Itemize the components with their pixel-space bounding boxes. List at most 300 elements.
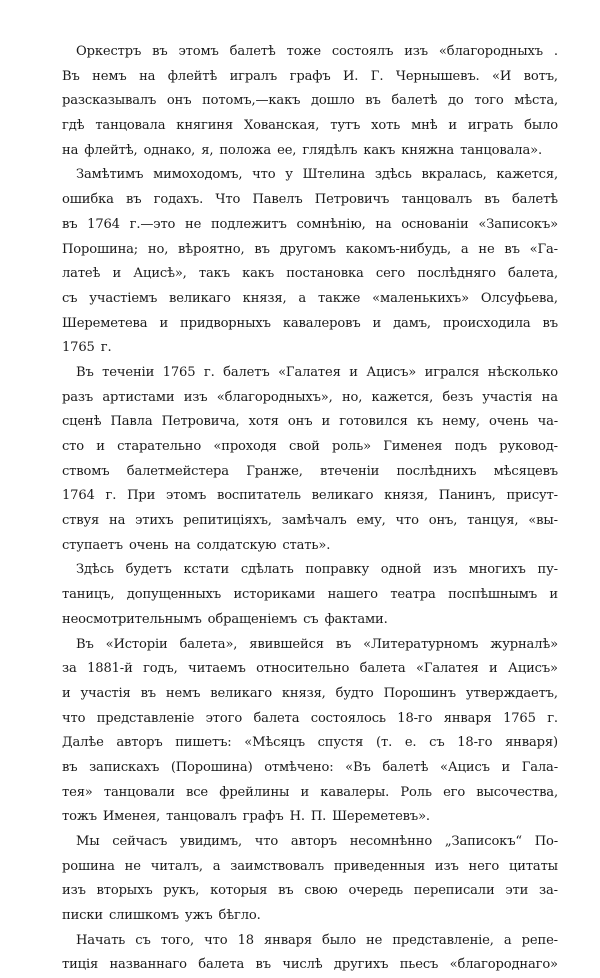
word: безъ <box>442 389 473 405</box>
word: П. <box>310 809 327 825</box>
word: мнѣ <box>411 118 438 134</box>
word: играть <box>467 118 514 134</box>
word: «Исторіи <box>105 636 168 652</box>
word: въ <box>140 685 156 701</box>
word: на <box>541 389 558 405</box>
word: такъ <box>198 266 230 282</box>
word: балетъ <box>223 364 270 380</box>
word: происходила <box>442 315 531 331</box>
word: Что <box>215 192 241 208</box>
word: изъ <box>62 883 86 899</box>
word: дошло <box>310 93 355 109</box>
word: кавалеры. <box>320 784 390 800</box>
word: съ <box>62 290 78 306</box>
word: танцовала». <box>460 142 542 158</box>
text-line <box>62 188 558 213</box>
word: съ <box>135 932 151 948</box>
word: репитиціяхъ, <box>183 513 272 529</box>
word: Именея, <box>102 809 161 825</box>
word: въ <box>335 636 352 652</box>
word: и <box>321 414 331 430</box>
word: относительно <box>256 661 350 677</box>
word: 1881-й <box>87 661 133 677</box>
word: поправку <box>305 562 370 578</box>
word: балета <box>359 661 406 677</box>
word: кавалеровъ <box>282 315 361 331</box>
word: танцуя, <box>467 513 519 529</box>
word: вѣроятно, <box>178 241 245 257</box>
word: балетѣ <box>391 93 438 109</box>
word: этого <box>205 710 243 726</box>
word: е. <box>404 735 417 751</box>
word: не <box>185 216 202 232</box>
text-line <box>62 830 558 855</box>
word: «вы- <box>528 513 558 529</box>
word: подъ <box>454 439 487 454</box>
text-line <box>62 89 558 114</box>
word: «И <box>492 68 512 84</box>
word: фрейлины <box>219 784 290 800</box>
word: вторыхъ <box>96 883 153 899</box>
word: этихъ <box>135 513 174 529</box>
word: Олсуфьева, <box>480 290 558 306</box>
word: Начать <box>76 932 126 948</box>
word: хоть <box>371 118 401 134</box>
word: балетѣ <box>382 759 429 775</box>
word: въ <box>484 192 500 208</box>
word: въ <box>255 957 271 973</box>
word: теченіи <box>102 364 155 380</box>
text-line <box>62 707 558 732</box>
word: будетъ <box>125 562 172 578</box>
word: вотъ, <box>523 68 558 84</box>
word: увидимъ, <box>179 834 242 849</box>
word: постановка <box>286 266 364 282</box>
word: Ацисъ» <box>366 364 417 380</box>
word: латеѣ <box>62 266 101 282</box>
word: очень <box>489 414 529 430</box>
word: «проходя <box>213 439 277 454</box>
document-page <box>62 40 558 978</box>
word: другихъ <box>333 957 389 973</box>
text-line <box>62 953 558 978</box>
word: «Литературномъ <box>363 636 479 652</box>
word: изъ <box>433 562 457 578</box>
word: основаніи <box>401 216 469 232</box>
word: цитаты <box>508 858 558 874</box>
word: танцовала <box>95 118 166 134</box>
word: которыя <box>210 883 268 899</box>
word: «Ацисъ <box>439 759 490 775</box>
word: роль» <box>332 439 372 454</box>
word: „Записокъ“ <box>444 834 522 849</box>
text-line <box>62 805 558 830</box>
word: нѣсколько <box>487 364 558 380</box>
word: флейтѣ, <box>84 142 138 158</box>
word: до <box>447 93 464 109</box>
word: (Порошина) <box>170 759 253 775</box>
word: разъ <box>62 389 94 405</box>
word: и <box>159 315 169 331</box>
word: слишкомъ <box>108 908 179 924</box>
word: кстати <box>183 562 230 578</box>
word: въ <box>542 315 558 331</box>
word: балета <box>198 957 245 973</box>
word: Петровичъ <box>314 192 390 208</box>
word: вкралась, <box>421 167 487 183</box>
word: 1765 <box>162 364 196 380</box>
word: а <box>460 241 469 257</box>
word: кажется, <box>496 167 558 183</box>
word: подлежитъ <box>210 216 287 232</box>
word: игралъ <box>229 68 278 84</box>
word: Чернышевъ. <box>395 68 480 84</box>
word: «благороднаго» <box>449 957 558 973</box>
word: состоялъ <box>331 44 394 59</box>
word: какъ <box>363 142 396 158</box>
word: Н. <box>289 809 305 825</box>
word: театра <box>390 587 436 603</box>
word: Павла <box>110 414 153 430</box>
word: тутъ <box>330 118 361 134</box>
word: что <box>395 513 419 529</box>
word: что <box>252 167 276 183</box>
word: Штелина <box>302 167 366 183</box>
word: воспитатель <box>216 488 301 504</box>
word: онъ <box>166 93 192 109</box>
word: того, <box>160 932 195 948</box>
word: Мы <box>76 834 100 849</box>
text-line <box>62 929 558 954</box>
text-line <box>62 65 558 90</box>
word: послѣдняго <box>417 266 496 282</box>
word: эти <box>505 883 529 899</box>
word: изъ <box>434 858 459 874</box>
word: состоялось <box>310 710 386 726</box>
word: тея» <box>62 784 93 800</box>
text-line <box>62 312 558 337</box>
text-line <box>62 484 558 509</box>
word: участіемъ <box>89 290 158 306</box>
word: тиція <box>62 957 99 973</box>
word: января) <box>505 735 558 751</box>
word: также <box>317 290 361 306</box>
word: балета, <box>508 266 558 282</box>
word: втеченіи <box>319 463 380 479</box>
word: 18-го <box>397 710 433 726</box>
word: и <box>112 266 122 282</box>
word: онъ, <box>428 513 458 529</box>
word: участія <box>482 389 533 405</box>
word: съ <box>303 611 319 627</box>
word: многихъ <box>468 562 526 578</box>
word: спустя <box>317 735 364 751</box>
word: При <box>127 488 156 504</box>
word: что <box>204 932 228 948</box>
word: По- <box>534 834 558 849</box>
word: Г. <box>370 68 384 84</box>
word: «Галатея <box>278 364 341 380</box>
word: въ <box>62 759 78 775</box>
word: представленіе, <box>392 932 494 948</box>
word: обращеніемъ <box>207 611 298 627</box>
word: готовился <box>339 414 408 430</box>
word: танцовалъ <box>401 192 473 208</box>
text-line <box>62 163 558 188</box>
word: въ <box>278 883 294 899</box>
text-line <box>62 410 558 435</box>
word: за <box>62 661 77 677</box>
word: какъ <box>242 266 275 282</box>
word: и <box>448 118 457 134</box>
word: за- <box>538 883 558 899</box>
word: онъ <box>287 414 313 430</box>
word: несомнѣнно <box>349 834 433 849</box>
word: «Галатея <box>415 661 479 677</box>
word: глядѣлъ <box>302 142 358 158</box>
word: Въ <box>76 364 94 380</box>
text-line <box>62 558 558 583</box>
word: утверждаетъ, <box>465 685 558 701</box>
word: стать». <box>282 537 331 553</box>
word: мѣсяцевъ <box>493 463 558 479</box>
word: положа <box>219 142 272 158</box>
word: княжна <box>401 142 455 158</box>
word: приведенныя <box>333 858 426 874</box>
word: Хованская, <box>243 118 320 134</box>
word: а <box>212 858 221 874</box>
word: графъ <box>289 68 331 84</box>
word: у <box>285 167 293 183</box>
word: ему, <box>356 513 386 529</box>
word: сто <box>62 439 85 454</box>
word: Панинъ, <box>438 488 496 504</box>
word: сейчасъ <box>112 834 168 849</box>
text-line <box>62 238 558 263</box>
word: высочества, <box>476 784 558 800</box>
word: сомнѣнію, <box>296 216 366 232</box>
word: великаго <box>311 488 374 504</box>
word: «маленькихъ» <box>372 290 469 306</box>
word: того <box>474 93 504 109</box>
word: историками <box>233 587 316 603</box>
word: къ <box>416 414 434 430</box>
word: но, <box>147 241 169 257</box>
word: присут- <box>506 488 558 504</box>
text-line <box>62 509 558 534</box>
word: авторъ <box>116 735 163 751</box>
word: было <box>322 932 356 948</box>
word: я, <box>201 142 214 158</box>
word: Замѣтимъ <box>76 167 144 183</box>
word: и <box>300 784 310 800</box>
word: пьесъ <box>399 957 439 973</box>
word: не <box>124 858 141 874</box>
word: было <box>524 118 558 134</box>
word: января <box>443 710 492 726</box>
text-line <box>62 633 558 658</box>
word: пу- <box>537 562 558 578</box>
word: сего <box>375 266 406 282</box>
word: князя, <box>281 685 326 701</box>
word: балетѣ <box>511 192 558 208</box>
word: на <box>62 142 79 158</box>
word: читаемъ <box>188 661 246 677</box>
word: рошина <box>62 858 115 874</box>
word: на <box>375 216 392 232</box>
word: танцовали <box>103 784 175 800</box>
word: но, <box>341 389 363 405</box>
word: и <box>372 315 382 331</box>
word: все <box>186 784 209 800</box>
word: въ <box>365 93 381 109</box>
word: артистами <box>102 389 175 405</box>
word: явившейся <box>249 636 324 652</box>
text-line <box>62 534 558 559</box>
word: не <box>478 241 495 257</box>
word: 1764 <box>87 216 120 232</box>
word: 1764 <box>62 488 95 504</box>
word: гдѣ <box>62 118 85 134</box>
word: отмѣчено: <box>264 759 334 775</box>
word: и <box>489 661 498 677</box>
word: репе- <box>521 932 558 948</box>
word: «Въ <box>345 759 371 775</box>
word: великаго <box>169 290 231 306</box>
word: въ <box>62 216 78 232</box>
word: участія <box>80 685 131 701</box>
text-line <box>62 287 558 312</box>
text-line <box>62 213 558 238</box>
word: . <box>553 44 558 59</box>
word: г. <box>100 340 112 356</box>
word: балета <box>253 710 300 726</box>
word: 1765 <box>62 340 95 356</box>
word: января <box>264 932 312 948</box>
word: допущенныхъ <box>126 587 222 603</box>
word: г. <box>203 364 215 380</box>
text-line <box>62 460 558 485</box>
text-line <box>62 904 558 929</box>
word: немъ <box>92 68 127 84</box>
word: Порошина; <box>62 241 139 257</box>
word: Порошинъ <box>383 685 456 701</box>
word: дамъ, <box>393 315 431 331</box>
word: г. <box>547 710 558 726</box>
word: однако, <box>143 142 196 158</box>
word: изъ <box>404 44 428 59</box>
text-line <box>62 435 558 460</box>
word: ужъ <box>184 908 213 924</box>
word: Здѣсь <box>76 562 114 578</box>
word: и <box>549 587 558 603</box>
word: рукъ, <box>163 883 200 899</box>
word: что <box>254 834 279 849</box>
word: Въ <box>62 68 80 84</box>
word: ступаетъ <box>62 537 123 553</box>
word: на <box>109 513 126 529</box>
word: переписали <box>413 883 495 899</box>
word: представленіе <box>96 710 195 726</box>
word: свой <box>289 439 320 454</box>
word: игрался <box>424 364 480 380</box>
word: придворныхъ <box>180 315 271 331</box>
word: въ <box>254 241 270 257</box>
word: князя, <box>242 290 287 306</box>
word: въ <box>126 192 142 208</box>
word: «благородныхъ <box>438 44 543 59</box>
text-line <box>62 756 558 781</box>
word: князя, <box>384 488 428 504</box>
word: тоже <box>286 44 321 59</box>
word: поспѣшнымъ <box>448 587 537 603</box>
word: будто <box>335 685 374 701</box>
word: Далѣе <box>62 735 104 751</box>
word: Гала- <box>521 759 558 775</box>
word: «благородныхъ», <box>216 389 333 405</box>
word: ее, <box>277 142 297 158</box>
word: графъ <box>242 809 284 825</box>
word: здѣсь <box>374 167 412 183</box>
text-line <box>62 139 558 164</box>
word: балета», <box>179 636 238 652</box>
word: Гранже, <box>246 463 303 479</box>
word: г.—это <box>129 216 176 232</box>
word: Гименея <box>383 439 443 454</box>
word: на <box>174 537 191 553</box>
word: годахъ. <box>153 192 204 208</box>
word: послѣднихъ <box>396 463 477 479</box>
word: И. <box>343 68 359 84</box>
word: а <box>503 932 512 948</box>
word: изъ <box>183 389 208 405</box>
word: какомъ-нибудь, <box>345 241 452 257</box>
word: свою <box>304 883 338 899</box>
word: ствомъ <box>62 463 110 479</box>
word: кажется, <box>371 389 434 405</box>
text-line <box>62 879 558 904</box>
word: Ацисъ» <box>508 661 558 677</box>
text-line <box>62 262 558 287</box>
word: Ацисѣ», <box>133 266 187 282</box>
word: въ <box>504 241 520 257</box>
text-line <box>62 361 558 386</box>
word: очередь <box>348 883 403 899</box>
text-line <box>62 608 558 633</box>
text-line <box>62 114 558 139</box>
word: старательно <box>117 439 202 454</box>
text-line <box>62 682 558 707</box>
word: и <box>62 685 71 701</box>
word: «Га- <box>529 241 558 257</box>
word: «Мѣсяцъ <box>244 735 305 751</box>
word: съ <box>429 735 445 751</box>
text-line <box>62 40 558 65</box>
word: запискахъ <box>89 759 160 775</box>
word: г. <box>105 488 117 504</box>
word: въ <box>152 44 168 59</box>
word: мѣста, <box>514 93 558 109</box>
word: названнаго <box>109 957 187 973</box>
word: журналѣ» <box>490 636 558 652</box>
text-line <box>62 731 558 756</box>
word: княгиня <box>176 118 233 134</box>
word: 18 <box>237 932 254 948</box>
word: и <box>349 364 358 380</box>
word: читалъ, <box>150 858 203 874</box>
word: немъ <box>165 685 201 701</box>
text-line <box>62 336 558 361</box>
